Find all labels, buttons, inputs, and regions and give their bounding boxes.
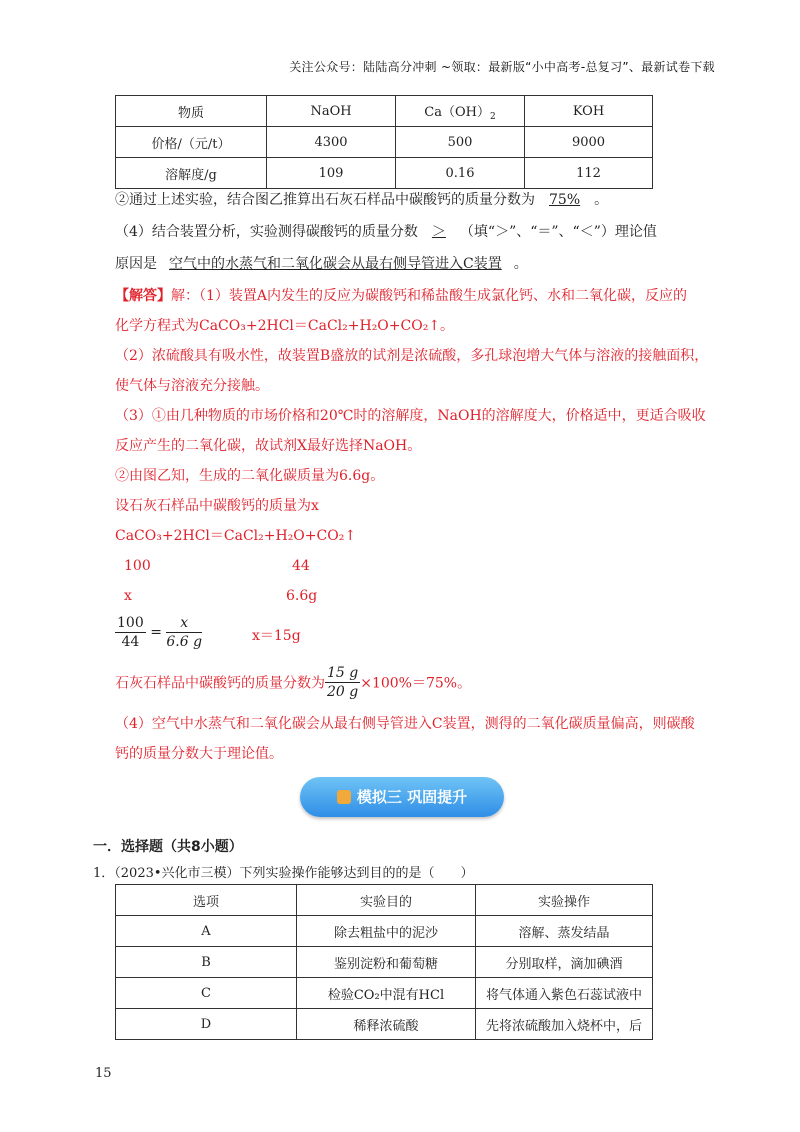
fraction-denominator: 44 [121,634,140,650]
reason-post: 。 [513,256,528,272]
substance-table [115,95,653,189]
fraction-equation [115,614,202,651]
percentage-result: ×100%＝75%。 [360,675,472,692]
fraction-15g-20g [325,664,360,701]
x-result: x＝15g [252,628,301,644]
table-cell: 将气体通入紫色石蕊试液中 [476,978,653,1009]
table-cell: 112 [525,158,653,189]
q3-2-line [115,190,608,210]
table-cell: 溶解、蒸发结晶 [476,916,653,947]
table-header-cell: 选项 [116,885,297,916]
solution-line-10: 钙的质量分数大于理论值。 [115,746,283,762]
table-header-cell [396,96,525,127]
table-header-row [116,885,653,916]
reason-text: 原因是 [115,256,157,272]
table-row [116,1009,653,1040]
table-cell: B [116,947,297,978]
q3-2-text: ②通过上述实验，结合图乙推算出石灰石样品中碳酸钙的质量分数为 [115,192,535,208]
solution-line-6: 反应产生的二氧化碳，故试剂X最好选择NaOH。 [115,438,422,454]
solution-line-2: 化学方程式为CaCO₃+2HCl＝CaCl₂+H₂O+CO₂↑。 [115,318,455,334]
fraction-x-6-6g [166,614,202,651]
page-number: 15 [95,1066,112,1081]
q4-text: （4）结合装置分析，实验测得碳酸钙的质量分数 [115,224,418,240]
ca-oh-label: Ca（OH） [424,104,490,120]
table-header-row [116,96,653,127]
solution-tag: 【解答】 [115,288,171,304]
table-cell: 500 [396,127,525,158]
table-cell: 稀释浓硫酸 [297,1009,476,1040]
solution-text: 解：（1）装置A内发生的反应为碳酸钙和稀盐酸生成氯化钙、水和二氧化碳，反应的 [171,288,688,304]
table-header-cell: NaOH [267,96,396,127]
table-header-cell: 物质 [116,96,267,127]
table-row [116,127,653,158]
fraction-denominator: 20 g [327,684,359,700]
banner-icon [337,790,351,804]
fraction-numerator: 15 g [327,665,359,681]
table-header-cell: KOH [525,96,653,127]
banner-label: 模拟三 巩固提升 [356,788,468,806]
fraction-denominator: 6.6 g [166,634,203,650]
ratio-100: 100 [124,558,151,574]
options-table [115,884,653,1040]
page-header: 关注公众号：陆陆高分冲刺 ~领取：最新版“小中高考-总复习”、最新试卷下载 [289,60,715,74]
table-cell: 价格/（元/t） [116,127,267,158]
reason-line [115,254,528,274]
percentage-text: 石灰石样品中碳酸钙的质量分数为 [115,675,325,692]
table-cell: 先将浓硫酸加入烧杯中，后 [476,1009,653,1040]
q4-post: （填“＞”、“＝”、“＜”）理论值 [459,224,657,240]
percentage-line [115,664,471,701]
table-row [116,978,653,1009]
section-banner [300,777,504,817]
table-cell: 0.16 [396,158,525,189]
table-cell: 鉴别淀粉和葡萄糖 [297,947,476,978]
table-cell: D [116,1009,297,1040]
section-title: 一．选择题（共8小题） [93,839,243,855]
table-cell: 除去粗盐中的泥沙 [297,916,476,947]
solution-line-9: （4）空气中水蒸气和二氧化碳会从最右侧导管进入C装置，测得的二氧化碳质量偏高，则碳酸 [115,716,695,732]
solution-line-4: 使气体与溶液充分接触。 [115,378,269,394]
table-row [116,916,653,947]
solution-line-8: 设石灰石样品中碳酸钙的质量为x [115,498,319,514]
reason-answer: 空气中的水蒸气和二氧化碳会从最右侧导管进入C装置 [169,256,502,272]
fraction-100-44 [115,614,146,651]
table-cell: 检验CO₂中混有HCl [297,978,476,1009]
solution-line-1 [115,286,687,306]
question-1: 1．（2023•兴化市三模）下列实验操作能够达到目的的是（ ） [93,866,474,881]
ratio-6-6g: 6.6g [286,588,318,604]
table-row [116,947,653,978]
ratio-x: x [124,588,132,604]
table-cell: A [116,916,297,947]
q3-2-post: 。 [594,192,609,208]
solution-line-3: （2）浓硫酸具有吸水性，故装置B盛放的试剂是浓硫酸，多孔球泡增大气体与溶液的接触面积， [115,348,709,364]
equation-line: CaCO₃+2HCl＝CaCl₂+H₂O+CO₂↑ [115,528,357,544]
solution-line-7: ②由图乙知，生成的二氧化碳质量为6.6g。 [115,468,385,484]
table-cell: 9000 [525,127,653,158]
table-header-cell: 实验操作 [476,885,653,916]
solution-line-5: （3）①由几种物质的市场价格和20℃时的溶解度，NaOH的溶解度大，价格适中，更适合吸收 [115,408,706,424]
fraction-numerator: 100 [117,615,144,631]
fraction-numerator: x [166,614,202,633]
table-header-cell: 实验目的 [297,885,476,916]
table-row [116,158,653,189]
table-cell: 溶解度/g [116,158,267,189]
table-cell: 109 [267,158,396,189]
table-cell: C [116,978,297,1009]
ca-oh-subscript: 2 [489,111,496,122]
q4-answer: ＞ [431,224,446,240]
q4-line [115,222,657,242]
q3-2-answer: 75% [549,192,581,208]
table-cell: 4300 [267,127,396,158]
equals-sign: = [150,624,162,641]
table-cell: 分别取样，滴加碘酒 [476,947,653,978]
ratio-44: 44 [292,558,310,574]
